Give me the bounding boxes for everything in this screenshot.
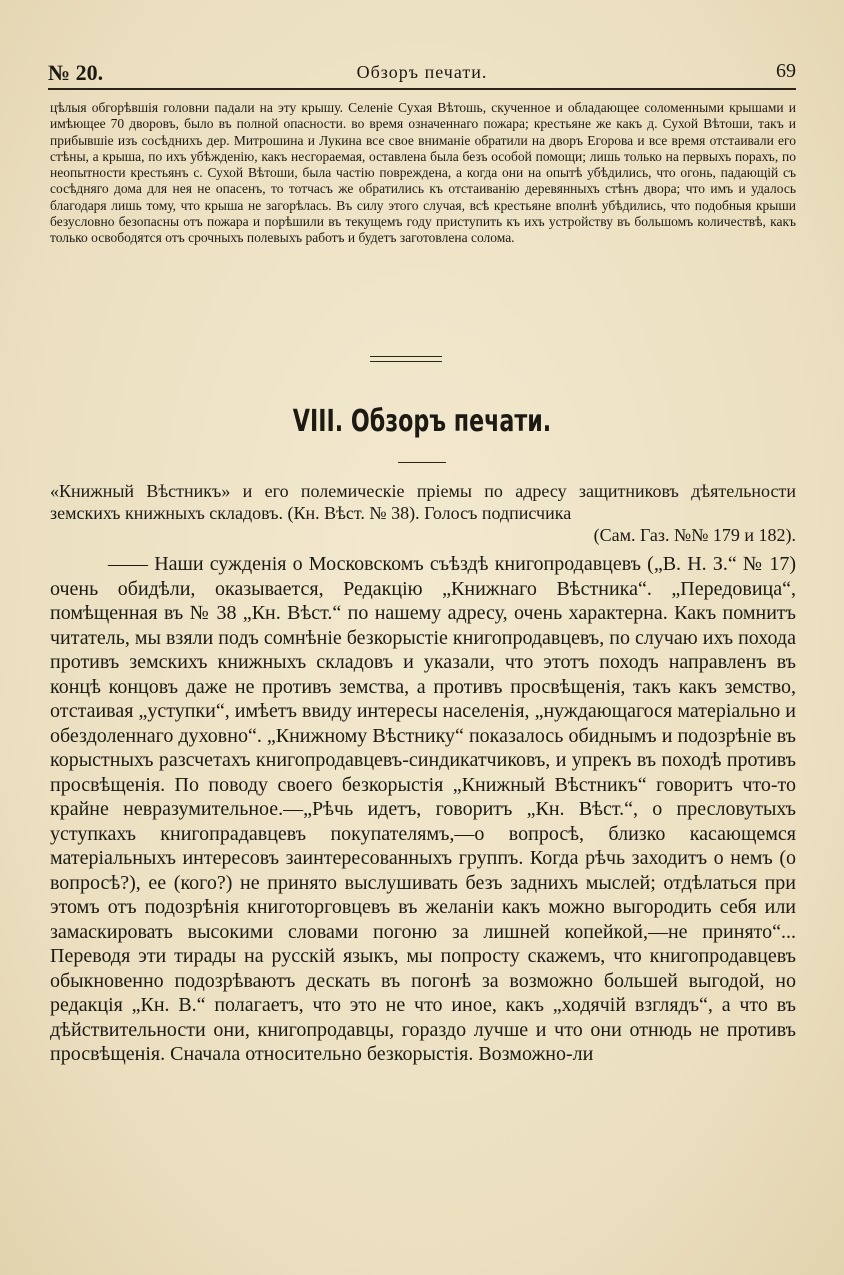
- fire-report-text: цѣлыя обгорѣвшія головни падали на эту крышу. Селеніе Сухая Вѣтошь, скученное и обладающее соломенными крышами и имѣющее 70 дворовъ, было въ полной опасности. во время означеннаго пожара; крестьяне же какъ д. Сухой Вѣтоши, такъ и прибывшіе изъ сосѣднихъ дер. Митрошина и Лукина все свое вниманіе обратили на дворъ Егорова и все время отстаивали его стѣны, а крыша, по ихъ убѣжденію, какъ несгораемая, оставлена была безъ особой помощи; лишь только на первыхъ порахъ, по неопытности крестьянъ с. Сухой Вѣтоши, была частію повреждена, а когда они на опытѣ убѣдились, что огонь, падающій съ сосѣдняго дома для нея не опасенъ, то тотчасъ же обратились къ отстаиванію деревянныхъ стѣнъ двора; что имъ и удалось благодаря лишь тому, что крыша не загорѣлась. Въ силу этого случая, всѣ крестьяне вполнѣ убѣдились, что подобныя крыши безусловно безопасны отъ пожара и порѣшили въ текущемъ году приступить къ ихъ устройству въ большомъ количествѣ, какъ только освободятся отъ срочныхъ полевыхъ работъ и будетъ заготовлена солома.: [50, 100, 796, 246]
- lead-dash: ——: [108, 553, 148, 575]
- article-text: Наши сужденія о Московскомъ съѣздѣ книгопродавцевъ („В. Н. З.“ № 17) очень обидѣли, оказывается, Редакцію „Книжнаго Вѣстника“. „Передовица“, помѣщенная въ № 38 „Кн. Вѣст.“ по нашему адресу, очень характерна. Какъ помнитъ читатель, мы взяли подъ сомнѣніе безкорыстіе книгопродавцевъ, по случаю ихъ похода противъ земскихъ книжныхъ складовъ и указали, что этотъ походъ направленъ въ концѣ концовъ даже не противъ земства, а противъ просвѣщенія, такъ какъ земство, отстаивая „уступки“, имѣетъ ввиду интересы населенія, „нуждающагося матеріально и обездоленнаго духовно“. „Книжному Вѣстнику“ показалось обиднымъ и подозрѣніе въ корыстныхъ разсчетахъ книгопродавцевъ-синдикатчиковъ, и упрекъ въ походѣ противъ просвѣщенія. По поводу своего безкорыстія „Книжный Вѣстникъ“ говоритъ что-то крайне невразумительное.—„Рѣчь идетъ, говоритъ „Кн. Вѣст.“, о пресловутыхъ уступкахъ книгопрадавцевъ покупателямъ,—о вопросѣ, близко касающемся матеріальныхъ интересовъ заинтересованныхъ группъ. Когда рѣчь заходитъ о немъ (о вопросѣ?), ее (кого?) не принято выслушивать безъ заднихъ мыслей; отдѣлаться при этомъ отъ подозрѣнія книготорговцевъ въ желаніи какъ можно выгородить себя или замаскировать высокими словами погоню за лишней копейкой,—не принято“... Переводя эти тирады на русскій языкъ, мы попросту скажемъ, что книгопродавцевъ обыкновенно подозрѣваютъ дескать въ погонѣ за возможно большей выгодой, но редакція „Кн. В.“ полагаетъ, что это не что иное, какъ „ходячій взглядъ“, а что въ дѣйствительности они, книгопродавцы, гораздо лучше и что они отнюдь не противъ просвѣщенія. Сначала относительно безкорыстія. Возможно-ли: [50, 553, 797, 1065]
- article-paragraph: [50, 552, 796, 1067]
- page-number: 69: [776, 60, 796, 82]
- fire-report-paragraph: [50, 100, 796, 247]
- running-header: [48, 60, 796, 90]
- heading-underline: [398, 462, 446, 463]
- running-title: Обзоръ печати.: [356, 62, 488, 82]
- issue-number: № 20.: [48, 60, 104, 85]
- subtitle-source: (Сам. Газ. №№ 179 и 182).: [593, 525, 796, 545]
- section-heading: VIII. Обзоръ печати.: [292, 404, 552, 439]
- subtitle-main: «Книжный Вѣстникъ» и его полемическіе пріемы по адресу защитниковъ дѣятельности земскихъ книжныхъ складовъ. (Кн. Вѣст. № 38). Голосъ подписчика: [50, 481, 796, 523]
- article-body: [50, 552, 796, 1067]
- article-subtitle: [50, 480, 796, 546]
- section-divider-double: [370, 356, 442, 362]
